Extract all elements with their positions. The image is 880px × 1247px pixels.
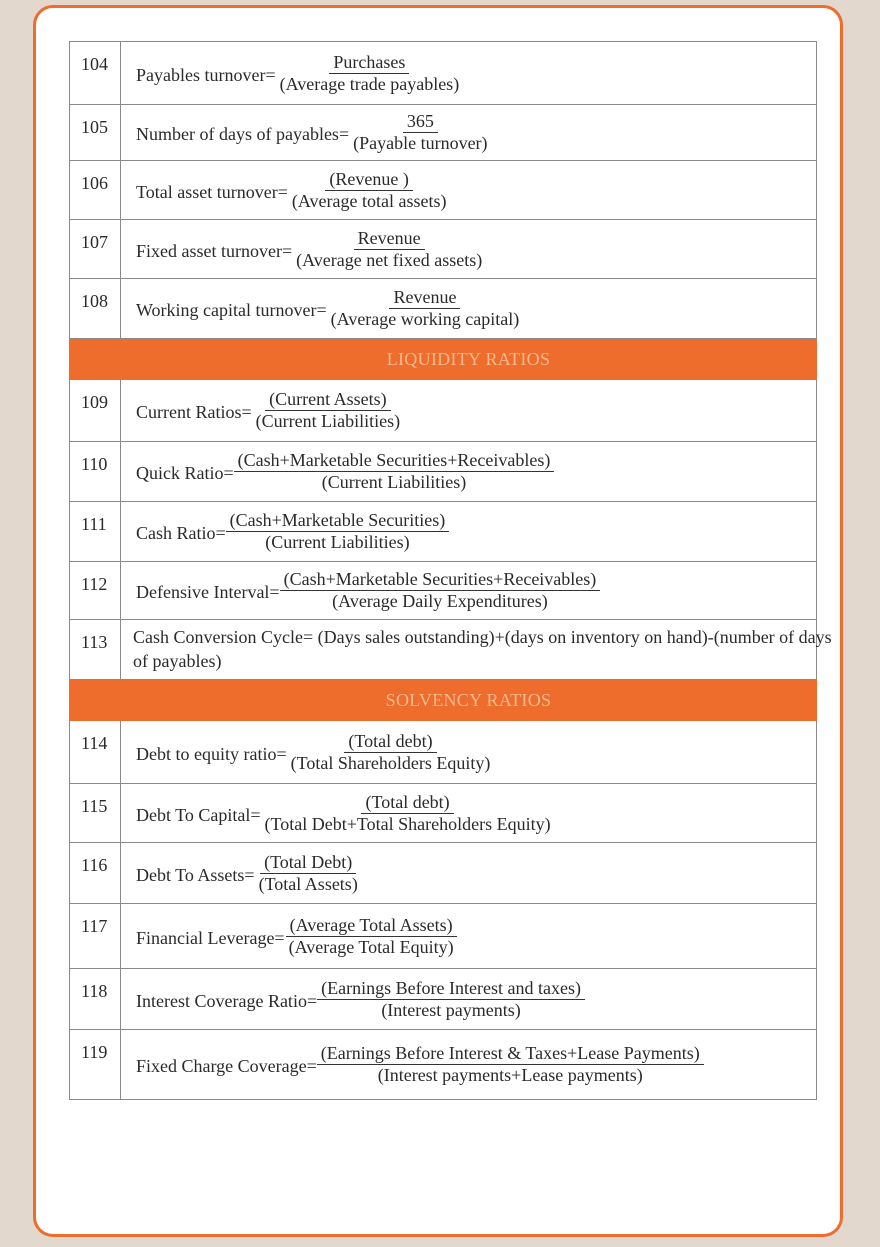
ratio-row	[70, 220, 817, 279]
fraction	[327, 287, 524, 330]
row-number: 108	[70, 279, 121, 339]
ratio-row	[70, 784, 817, 843]
formula-cell	[121, 843, 817, 904]
formula-label: Defensive Interval=	[136, 582, 280, 602]
formula-label: Total asset turnover=	[136, 181, 288, 202]
row-number: 104	[70, 42, 121, 105]
row-number: 119	[70, 1030, 121, 1100]
ratio-row	[70, 969, 817, 1030]
ratio-row	[70, 620, 817, 680]
fraction	[280, 569, 601, 612]
section-spacer	[70, 339, 121, 380]
denominator: (Total Assets)	[258, 873, 358, 894]
formula-cell	[121, 969, 817, 1030]
numerator: (Revenue )	[325, 169, 412, 191]
row-number: 113	[70, 620, 121, 680]
numerator: (Total Debt)	[260, 852, 356, 874]
numerator: (Earnings Before Interest and taxes)	[317, 978, 585, 1000]
denominator: (Average trade payables)	[279, 73, 460, 94]
formula-cell	[121, 721, 817, 784]
numerator: (Total debt)	[361, 792, 453, 814]
denominator: (Current Liabilities)	[321, 472, 467, 492]
denominator: (Average net fixed assets)	[296, 249, 483, 270]
formula-cell	[121, 784, 817, 843]
fraction	[255, 852, 362, 895]
formula-cell	[121, 562, 817, 620]
denominator: (Total Debt+Total Shareholders Equity)	[264, 813, 551, 834]
denominator: (Current Liabilities)	[255, 411, 401, 431]
denominator: (Average total assets)	[291, 190, 447, 211]
formula-label: Interest Coverage Ratio=	[136, 990, 318, 1011]
formula-label: Fixed asset turnover=	[136, 240, 293, 261]
numerator: (Cash+Marketable Securities+Receivables)	[234, 450, 555, 472]
denominator: (Interest payments)	[381, 999, 521, 1020]
formula-cell	[121, 279, 817, 339]
fraction	[292, 228, 486, 271]
row-number: 114	[70, 721, 121, 784]
numerator: (Current Assets)	[265, 389, 390, 411]
denominator: (Interest payments+Lease payments)	[377, 1065, 643, 1085]
numerator: (Earnings Before Interest & Taxes+Lease Payments)	[317, 1043, 704, 1065]
fraction	[226, 510, 450, 553]
ratio-row	[70, 279, 817, 339]
denominator: (Payable turnover)	[353, 133, 488, 153]
numerator: Revenue	[389, 287, 460, 309]
ratios-table	[69, 41, 832, 1100]
formula-cell	[121, 105, 817, 161]
fraction	[349, 111, 491, 154]
fraction	[276, 52, 464, 95]
numerator: Purchases	[329, 52, 409, 74]
denominator: (Total Shareholders Equity)	[290, 752, 491, 773]
numerator: (Total debt)	[344, 731, 436, 753]
row-number: 109	[70, 380, 121, 442]
section-solvency-ratios	[70, 680, 817, 721]
formula-cell	[121, 380, 817, 442]
fraction	[288, 169, 451, 212]
ratio-row	[70, 42, 817, 105]
row-number: 106	[70, 161, 121, 220]
denominator: (Average working capital)	[330, 309, 520, 329]
denominator: (Current Liabilities)	[265, 532, 410, 552]
ratio-row	[70, 843, 817, 904]
ratio-row	[70, 562, 817, 620]
numerator: Revenue	[354, 228, 425, 250]
section-spacer	[70, 680, 121, 721]
formula-cell	[121, 161, 817, 220]
ratio-row	[70, 904, 817, 969]
formula-label: Financial Leverage=	[136, 927, 285, 948]
fraction	[252, 389, 404, 432]
ratio-row	[70, 442, 817, 502]
ratio-row	[70, 161, 817, 220]
formula-label: Debt To Assets=	[136, 864, 255, 885]
formula-cell	[121, 220, 817, 279]
formula-label: Debt to equity ratio=	[136, 743, 287, 764]
formula-label: Working capital turnover=	[136, 300, 327, 320]
denominator: (Average Daily Expenditures)	[332, 591, 548, 611]
row-number: 112	[70, 562, 121, 620]
page-card	[33, 5, 843, 1237]
row-number: 110	[70, 442, 121, 502]
formula-text: Cash Conversion Cycle= (Days sales outstanding)+(days on inventory on hand)-(number of days of payables)	[133, 627, 832, 671]
fraction	[261, 792, 555, 835]
formula-cell	[121, 904, 817, 969]
numerator: (Cash+Marketable Securities)	[226, 510, 450, 532]
row-number: 118	[70, 969, 121, 1030]
row-number: 105	[70, 105, 121, 161]
ratio-row	[70, 502, 817, 562]
section-liquidity-ratios	[70, 339, 817, 380]
row-number: 115	[70, 784, 121, 843]
fraction	[285, 915, 458, 958]
formula-cell	[121, 502, 817, 562]
formula-label: Current Ratios=	[136, 402, 252, 422]
ratio-row	[70, 105, 817, 161]
row-number: 111	[70, 502, 121, 562]
section-title: SOLVENCY RATIOS	[121, 680, 817, 721]
row-number: 116	[70, 843, 121, 904]
row-number: 107	[70, 220, 121, 279]
formula-label: Number of days of payables=	[136, 124, 350, 144]
formula-label: Payables turnover=	[136, 64, 276, 85]
ratio-row	[70, 721, 817, 784]
row-number: 117	[70, 904, 121, 969]
fraction	[234, 450, 555, 493]
numerator: 365	[403, 111, 438, 133]
ratio-row	[70, 1030, 817, 1100]
fraction	[317, 978, 585, 1021]
denominator: (Average Total Equity)	[288, 936, 454, 957]
section-title: LIQUIDITY RATIOS	[121, 339, 817, 380]
ratio-row	[70, 380, 817, 442]
numerator: (Cash+Marketable Securities+Receivables)	[280, 569, 601, 591]
formula-cell	[121, 42, 817, 105]
formula-cell	[121, 1030, 817, 1100]
formula-label: Quick Ratio=	[136, 463, 234, 483]
formula-cell	[121, 620, 832, 680]
formula-cell	[121, 442, 817, 502]
formula-label: Fixed Charge Coverage=	[136, 1056, 317, 1076]
fraction	[317, 1043, 704, 1086]
fraction	[287, 731, 495, 774]
formula-label: Cash Ratio=	[136, 523, 226, 543]
numerator: (Average Total Assets)	[286, 915, 457, 937]
formula-label: Debt To Capital=	[136, 804, 261, 825]
